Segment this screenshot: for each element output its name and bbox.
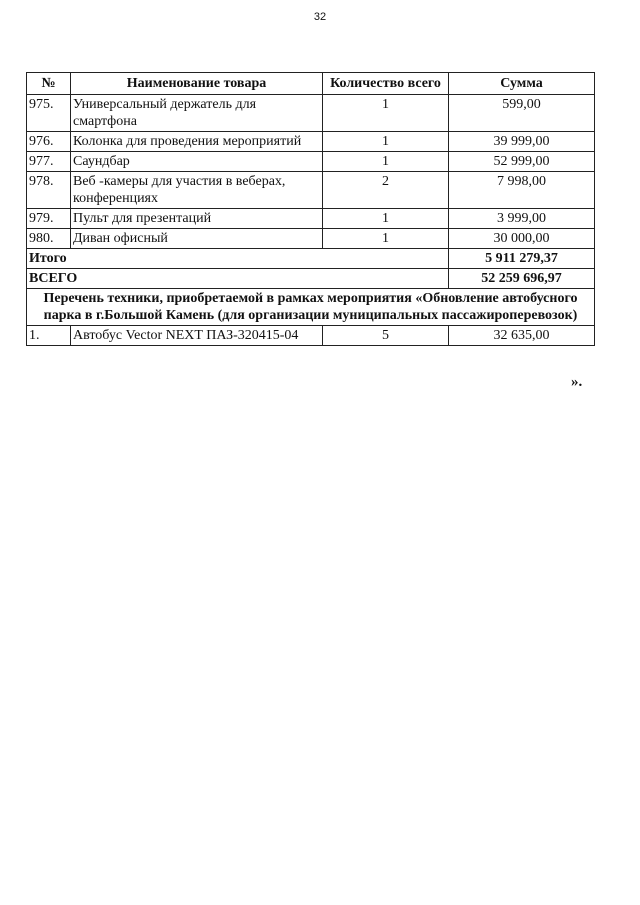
- row-name: Саундбар: [71, 152, 323, 172]
- row-name: Диван офисный: [71, 229, 323, 249]
- row-qty: 1: [323, 132, 449, 152]
- table-row: [27, 229, 595, 249]
- subtotal-value: 5 911 279,37: [449, 249, 595, 269]
- header-num: №: [27, 73, 71, 95]
- row-sum: 30 000,00: [449, 229, 595, 249]
- row-num: 976.: [27, 132, 71, 152]
- total-row: [27, 269, 595, 289]
- row-name: Веб -камеры для участия в веберах, конференциях: [71, 172, 323, 209]
- row-sum: 39 999,00: [449, 132, 595, 152]
- subtotal-row: [27, 249, 595, 269]
- row-sum: 32 635,00: [449, 326, 595, 346]
- total-value: 52 259 696,97: [449, 269, 595, 289]
- row-sum: 52 999,00: [449, 152, 595, 172]
- row-name: Автобус Vector NEXT ПАЗ-320415-04: [71, 326, 323, 346]
- row-name: Универсальный держатель для смартфона: [71, 95, 323, 132]
- goods-table: [26, 72, 595, 346]
- row-num: 1.: [27, 326, 71, 346]
- subtotal-label: Итого: [27, 249, 449, 269]
- table-row: [27, 132, 595, 152]
- row-qty: 1: [323, 95, 449, 132]
- row-num: 978.: [27, 172, 71, 209]
- table-row: [27, 172, 595, 209]
- row-num: 979.: [27, 209, 71, 229]
- table-header-row: [27, 73, 595, 95]
- table-row: [27, 209, 595, 229]
- row-num: 975.: [27, 95, 71, 132]
- table-row: [27, 326, 595, 346]
- row-sum: 599,00: [449, 95, 595, 132]
- header-name: Наименование товара: [71, 73, 323, 95]
- row-qty: 1: [323, 209, 449, 229]
- row-num: 977.: [27, 152, 71, 172]
- table-row: [27, 95, 595, 132]
- row-name: Колонка для проведения мероприятий: [71, 132, 323, 152]
- row-num: 980.: [27, 229, 71, 249]
- header-sum: Сумма: [449, 73, 595, 95]
- row-qty: 2: [323, 172, 449, 209]
- row-qty: 1: [323, 152, 449, 172]
- row-sum: 3 999,00: [449, 209, 595, 229]
- row-qty: 1: [323, 229, 449, 249]
- page-number: 32: [313, 11, 327, 23]
- section-title: Перечень техники, приобретаемой в рамках мероприятия «Обновление автобусного парка в г.Большой Камень (для организации муниципальных пассажироперевозок): [27, 289, 595, 326]
- row-name: Пульт для презентаций: [71, 209, 323, 229]
- total-label: ВСЕГО: [27, 269, 449, 289]
- row-qty: 5: [323, 326, 449, 346]
- table-row: [27, 152, 595, 172]
- row-sum: 7 998,00: [449, 172, 595, 209]
- closing-quote-mark: ».: [571, 374, 583, 390]
- section-title-row: [27, 289, 595, 326]
- header-qty: Количество всего: [323, 73, 449, 95]
